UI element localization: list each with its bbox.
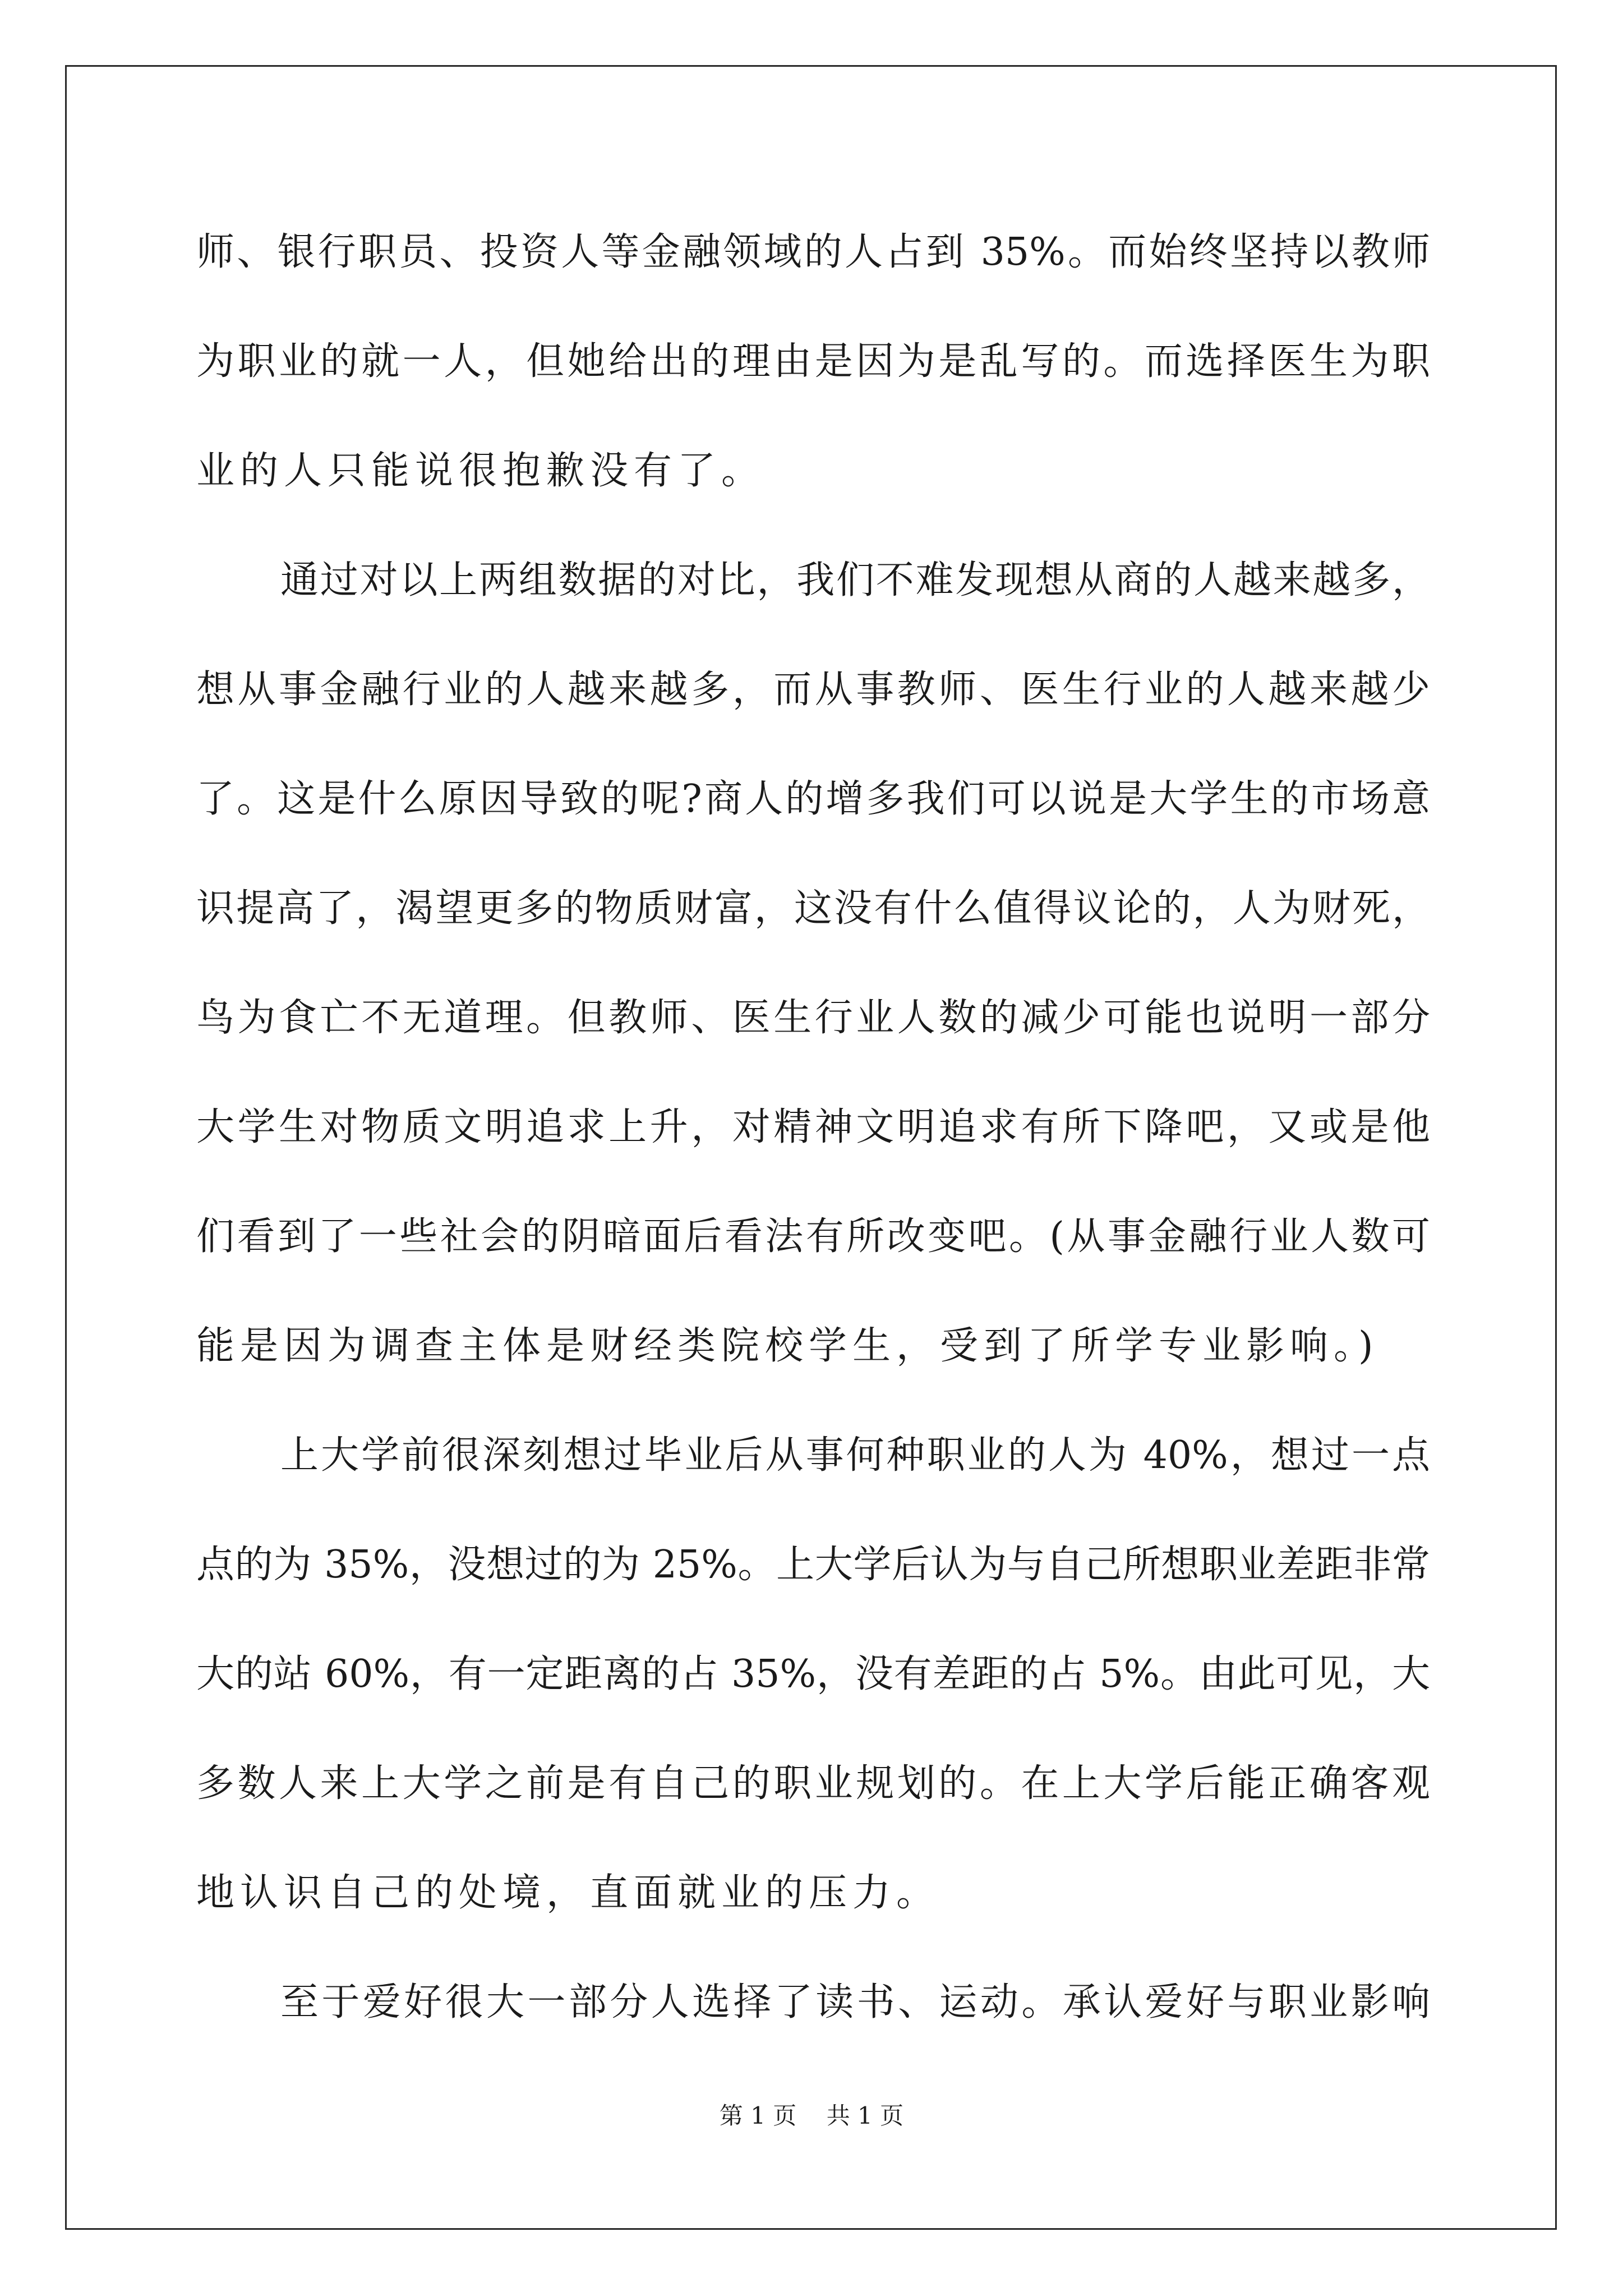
document-body — [196, 208, 1430, 2067]
text-line: 为职业的就一人，但她给出的理由是因为是乱写的。而选择医生为职 — [196, 339, 1430, 384]
text-line: 了。这是什么原因导致的呢?商人的增多我们可以说是大学生的市场意 — [196, 777, 1430, 821]
page-number: 第 1 页 共 1 页 — [719, 2102, 904, 2129]
text-line: 上大学前很深刻想过毕业后从事何种职业的人为 40%，想过一点 — [280, 1433, 1430, 1478]
text-line: 点的为 35%，没想过的为 25%。上大学后认为与自己所想职业差距非常 — [196, 1543, 1430, 1587]
text-line: 想从事金融行业的人越来越多，而从事教师、医生行业的人越来越少 — [196, 668, 1430, 712]
text-line: 业的人只能说很抱歉没有了。 — [196, 449, 766, 493]
text-line: 至于爱好很大一部分人选择了读书、运动。承认爱好与职业影响 — [280, 1980, 1430, 2024]
text-line: 大学生对物质文明追求上升，对精神文明追求有所下降吧，又或是他 — [196, 1105, 1430, 1149]
text-line: 鸟为食亡不无道理。但教师、医生行业人数的减少可能也说明一部分 — [196, 996, 1430, 1040]
text-line: 地认识自己的处境，直面就业的压力。 — [196, 1871, 940, 1915]
text-line: 能是因为调查主体是财经类院校学生，受到了所学专业影响。) — [196, 1324, 1379, 1368]
text-line: 通过对以上两组数据的对比，我们不难发现想从商的人越来越多， — [280, 558, 1430, 602]
text-line: 多数人来上大学之前是有自己的职业规划的。在上大学后能正确客观 — [196, 1761, 1430, 1806]
text-line: 大的站 60%，有一定距离的占 35%，没有差距的占 5%。由此可见，大 — [196, 1652, 1430, 1696]
text-line: 识提高了，渴望更多的物质财富，这没有什么值得议论的，人为财死， — [196, 886, 1430, 931]
text-line: 师、银行职员、投资人等金融领域的人占到 35%。而始终坚持以教师 — [196, 230, 1430, 274]
text-line: 们看到了一些社会的阴暗面后看法有所改变吧。(从事金融行业人数可 — [196, 1214, 1430, 1259]
